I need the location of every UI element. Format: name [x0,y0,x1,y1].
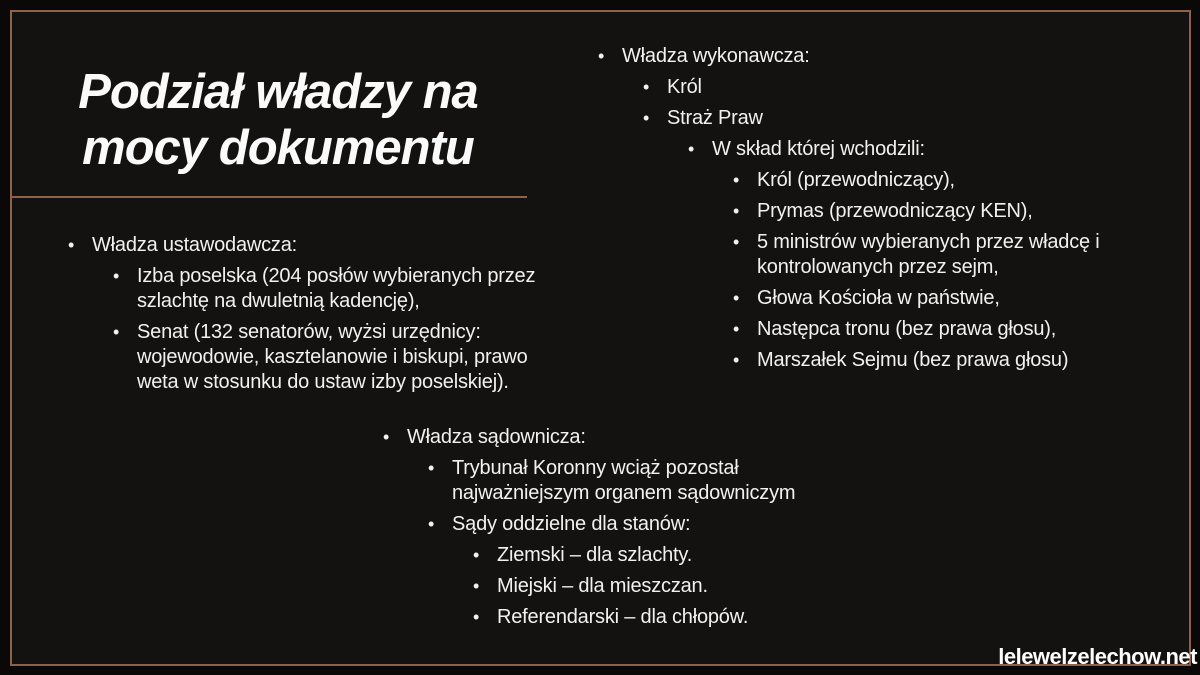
list-item-text: Głowa Kościoła w państwie, [757,287,1000,309]
list-item [373,456,843,506]
bullet-icon: • [598,46,605,66]
slide-title-line1: Podział władzy na [78,65,478,119]
list-item-text: Prymas (przewodniczący KEN), [757,200,1033,222]
bullet-icon: • [473,576,480,596]
list-item [373,605,843,630]
list-item-text: W skład której wchodzili: [712,138,925,160]
list-item [588,75,1118,100]
list-item [588,199,1118,224]
bullet-icon: • [68,235,75,255]
list-item-text: Następca tronu (bez prawa głosu), [757,318,1057,340]
bullet-icon: • [473,545,480,565]
list-item-text: Władza sądownicza: [407,426,586,448]
slide-title-line2: mocy dokumentu [82,121,474,175]
list-item [373,574,843,599]
title-underline-rule [10,196,527,198]
list-item [373,425,843,450]
list-item-text: Władza wykonawcza: [622,45,810,67]
watermark-text: lelewelzelechow.net [998,644,1197,669]
list-item [588,286,1118,311]
list-item [58,320,538,395]
list-item-text: Sądy oddzielne dla stanów: [452,513,691,535]
list-item-text: Ziemski – dla szlachty. [497,544,693,566]
bullet-icon: • [473,607,480,627]
bullet-icon: • [733,170,740,190]
list-item-text: Król (przewodniczący), [757,169,955,191]
list-wladza-sadownicza [373,425,843,636]
list-item-text: Król [667,76,702,98]
list-item [588,230,1118,280]
bullet-icon: • [383,427,390,447]
bullet-icon: • [733,350,740,370]
list-item-text: Marszałek Sejmu (bez prawa głosu) [757,349,1069,371]
bullet-icon: • [113,322,120,342]
list-item-text: Izba poselska (204 posłów wybieranych przez szlachtę na dwuletnią kadencję), [137,265,536,312]
list-item [58,233,538,258]
list-item-text: Straż Praw [667,107,763,129]
bullet-icon: • [688,139,695,159]
list-wladza-ustawodawcza [58,233,538,401]
list-item [373,512,843,537]
bullet-icon: • [428,514,435,534]
bullet-icon: • [113,266,120,286]
bullet-icon: • [733,319,740,339]
list-item-text: Senat (132 senatorów, wyżsi urzędnicy: wojewodowie, kasztelanowie i biskupi, prawo weta w stosunku do ustaw izby poselskiej). [137,321,528,393]
list-item-text: Miejski – dla mieszczan. [497,575,708,597]
list-item [588,317,1118,342]
bullet-icon: • [733,201,740,221]
bullet-icon: • [428,458,435,478]
list-item [588,44,1118,69]
slide-title [28,64,528,176]
bullet-icon: • [643,77,650,97]
list-item-text: Władza ustawodawcza: [92,234,297,256]
list-item [588,137,1118,162]
bullet-icon: • [733,232,740,252]
list-item-text: 5 ministrów wybieranych przez władcę i kontrolowanych przez sejm, [757,231,1100,278]
list-item [58,264,538,314]
list-item [588,348,1118,373]
list-item [588,106,1118,131]
bullet-icon: • [643,108,650,128]
list-item-text: Referendarski – dla chłopów. [497,606,749,628]
list-wladza-wykonawcza [588,44,1118,379]
list-item [373,543,843,568]
bullet-icon: • [733,288,740,308]
list-item [588,168,1118,193]
list-item-text: Trybunał Koronny wciąż pozostał najważniejszym organem sądowniczym [452,457,796,504]
